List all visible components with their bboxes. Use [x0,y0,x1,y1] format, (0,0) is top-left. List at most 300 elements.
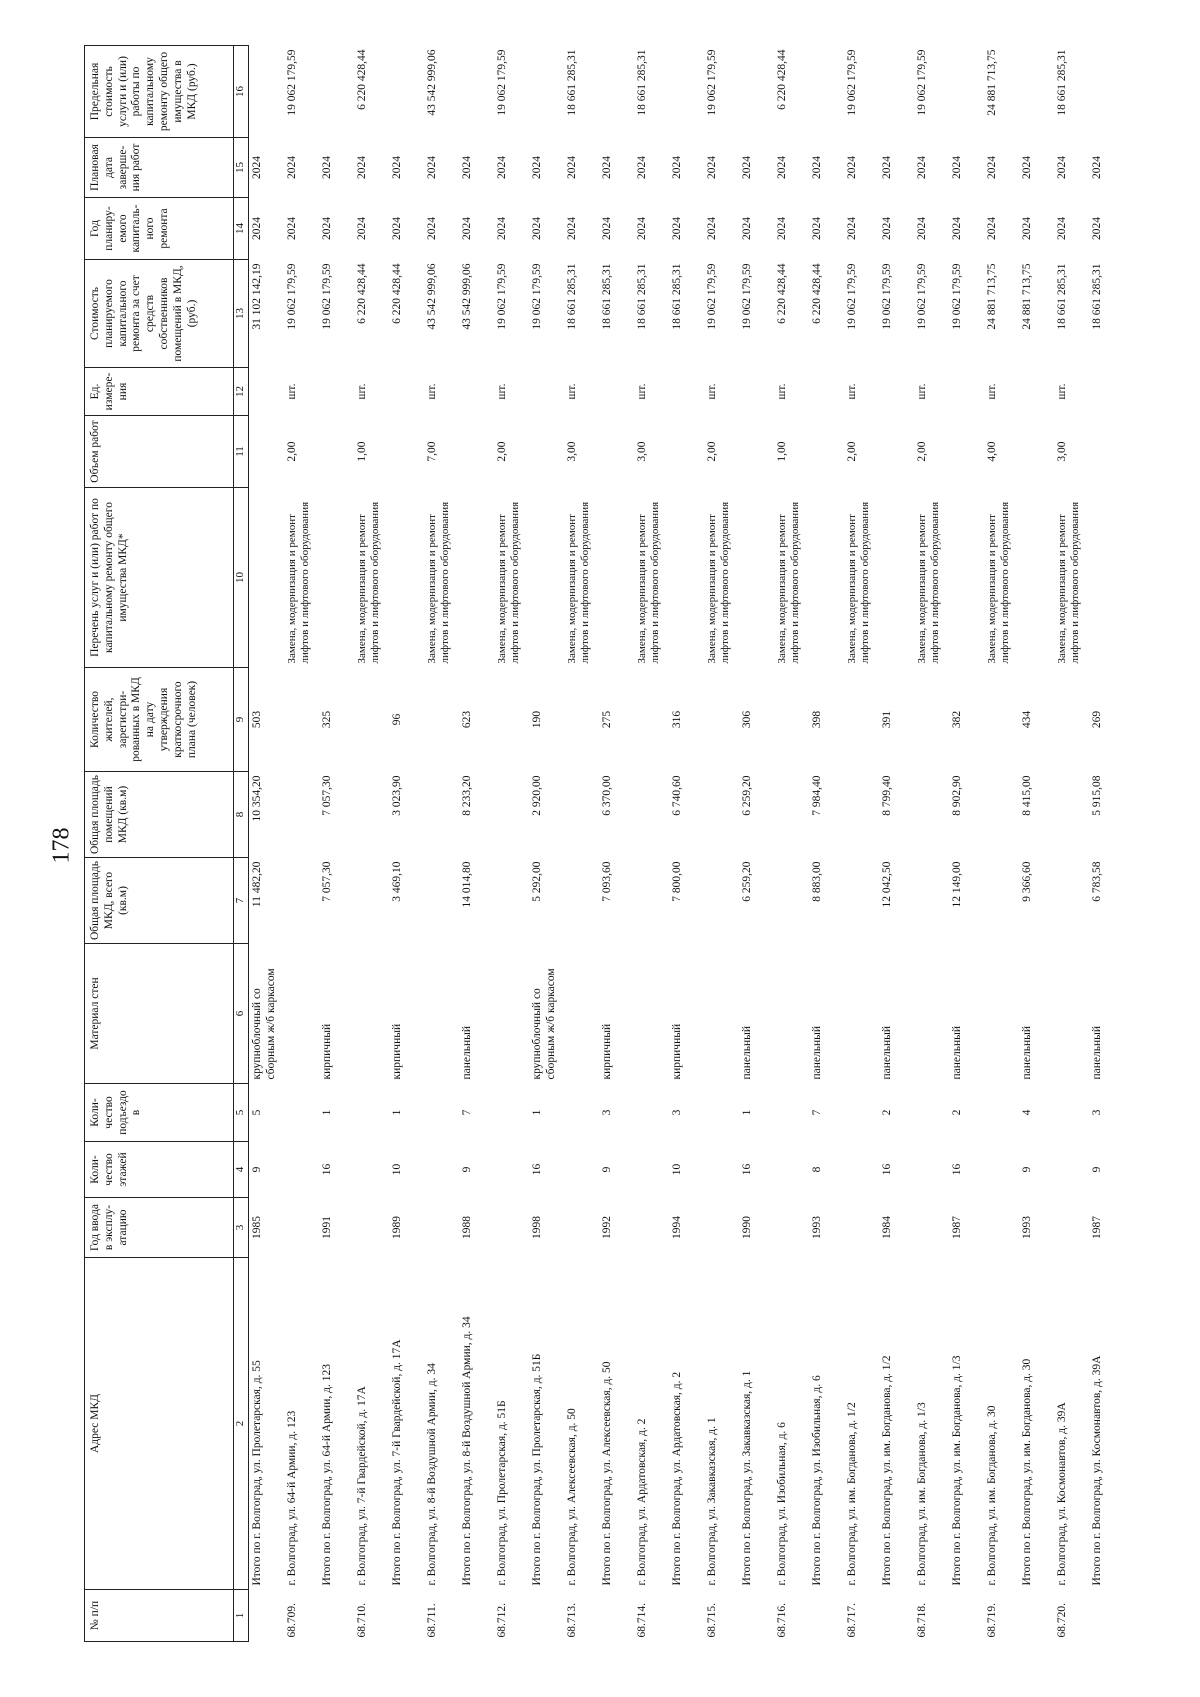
table-cell: 19 062 179,59 [496,263,508,330]
table-cell [564,944,599,1084]
table-row-total [1089,46,1124,1642]
table-cell: шт. [566,383,578,400]
table-cell [249,46,285,138]
table-cell [704,1142,739,1198]
table-cell: 2024 [391,217,403,240]
table-cell [704,1198,739,1258]
table-cell: Итого по г. Волгоград, ул. им. Богданова, д. 30 [1021,1358,1033,1586]
table-cell: 2024 [426,217,438,240]
table-cell: Итого по г. Волгоград, ул. Закавказская, д. 1 [741,1370,753,1586]
table-cell [599,368,634,416]
table-row-total [319,46,354,1642]
table-cell: шт. [286,383,298,400]
table-cell: 2024 [601,217,613,240]
table-cell [634,1142,669,1198]
table-cell: 6 220 428,44 [776,263,788,324]
table-cell: 1 [531,1109,543,1116]
table-cell [1089,416,1124,488]
table-cell [1054,668,1089,772]
table-cell: 2024 [776,217,788,240]
table-cell: шт. [776,383,788,400]
column-number: 2 [234,1258,249,1590]
table-cell [669,46,704,138]
table-cell: 6 783,58 [1091,861,1103,902]
table-cell [284,772,319,858]
table-cell: 68.710. [356,1603,368,1638]
column-header: Год планиру-емого капиталь-ного ремонта [85,198,234,260]
table-cell [459,416,494,488]
table-cell: 68.720. [1056,1603,1068,1638]
table-cell: 3 [1091,1109,1103,1116]
table-cell [704,944,739,1084]
table-cell: 19 062 179,59 [916,263,928,330]
table-cell [914,944,949,1084]
table-cell: 3 [671,1109,683,1116]
column-header: № п/п [85,1590,234,1642]
table-cell [494,1084,529,1142]
column-header: Стоимость планируемого капитального ремонта за счет средств собственников помещений в МКД, (руб.) [85,260,234,368]
table-cell [949,368,984,416]
table-cell [284,944,319,1084]
table-cell [634,1198,669,1258]
table-row-total [459,46,494,1642]
table-cell: 7 800,00 [671,861,683,902]
table-cell: 10 354,20 [251,775,263,822]
table-cell [284,668,319,772]
table-cell: 2024 [566,217,578,240]
table-cell: 2 [951,1109,963,1116]
table-cell: 68.717. [846,1603,858,1638]
table-cell: 5 915,08 [1091,775,1103,816]
table-cell [249,488,285,668]
table-cell: 2 920,00 [531,775,543,816]
table-cell [949,46,984,138]
table-header [85,46,249,1642]
table-cell [984,1084,1019,1142]
table-cell: 1 [741,1109,753,1116]
table-cell: 2024 [706,217,718,240]
table-cell [424,1198,459,1258]
table-cell: 1998 [531,1216,543,1239]
table-cell [774,668,809,772]
table-cell [809,368,844,416]
table-cell: 6 220 428,44 [356,49,368,110]
table-row [284,46,319,1642]
column-header: Общая площадь помещений МКД (кв.м) [85,772,234,858]
table-cell: 2024 [706,156,718,179]
table-cell: шт. [916,383,928,400]
table-row [914,46,949,1642]
table-cell [669,368,704,416]
table-cell [844,1142,879,1198]
table-cell: 8 799,40 [881,775,893,816]
table-cell [984,772,1019,858]
table-cell [1019,488,1054,668]
table-cell: 18 661 285,31 [671,263,683,330]
table-cell: 7 984,40 [811,775,823,816]
table-cell: 24 881 713,75 [1021,263,1033,330]
table-cell: 2024 [916,156,928,179]
table-cell [669,488,704,668]
table-cell [564,858,599,944]
table-cell: Итого по г. Волгоград, ул. Космонавтов, д. 39А [1091,1355,1103,1586]
table-cell: 4 [1021,1109,1033,1116]
table-cell [564,1198,599,1258]
table-cell [354,1142,389,1198]
table-cell: 2024 [461,156,473,179]
table-cell [1089,1590,1124,1642]
table-row-total [739,46,774,1642]
table-cell: 1984 [881,1216,893,1239]
table-cell [739,488,774,668]
table-cell: 2024 [601,156,613,179]
table-cell [984,858,1019,944]
table-cell: кирпичный [391,1023,403,1080]
table-cell: панельный [461,1025,473,1080]
table-cell: шт. [426,383,438,400]
table-cell [739,1590,774,1642]
table-cell: Замена, модернизация и ремонт лифтов и лифтового оборудования [566,501,592,664]
table-cell: 1987 [951,1216,963,1239]
table-cell: 6 220 428,44 [356,263,368,324]
table-cell [774,772,809,858]
table-cell: 3 023,90 [391,775,403,816]
table-cell [879,1590,914,1642]
table-cell: 391 [881,710,893,729]
table-cell: шт. [496,383,508,400]
table-cell [249,1590,285,1642]
table-row-total [249,46,285,1642]
table-cell: панельный [881,1025,893,1080]
table-cell: 18 661 285,31 [636,49,648,116]
table-cell: 1990 [741,1216,753,1239]
table-cell: Замена, модернизация и ремонт лифтов и лифтового оборудования [846,501,872,664]
table-cell: 6 259,20 [741,775,753,816]
table-cell: 1994 [671,1216,683,1239]
table-cell: 2024 [881,217,893,240]
table-cell: 12 149,00 [951,861,963,908]
table-cell [1054,944,1089,1084]
table-cell: 2024 [391,156,403,179]
table-cell: 11 482,20 [251,861,263,908]
table-cell [984,1198,1019,1258]
table-cell [284,1084,319,1142]
column-header: Количество жителей, зарегистри-рованных в МКД на дату утверждения краткосрочного плана (человек) [85,668,234,772]
table-cell: 68.719. [986,1603,998,1638]
table-row [704,46,739,1642]
table-cell [1054,858,1089,944]
table-cell: 1987 [1091,1216,1103,1239]
table-cell: 2024 [531,156,543,179]
table-cell: панельный [741,1025,753,1080]
table-cell: 9 [1021,1166,1033,1173]
table-row-total [599,46,634,1642]
table-cell: 68.718. [916,1603,928,1638]
table-cell [494,668,529,772]
table-cell [774,1142,809,1198]
table-cell: Замена, модернизация и ремонт лифтов и лифтового оборудования [1056,501,1082,664]
table-cell [389,416,424,488]
table-cell [984,668,1019,772]
table-cell: 6 740,60 [671,775,683,816]
table-cell [424,858,459,944]
table-cell: крупноблочный со сборным ж/б каркасом [251,968,277,1080]
table-cell [774,1084,809,1142]
table-cell [1054,1084,1089,1142]
table-cell: 2024 [986,156,998,179]
table-cell [529,1590,564,1642]
table-cell: 3,00 [1056,441,1068,462]
table-cell: Замена, модернизация и ремонт лифтов и лифтового оборудования [916,501,942,664]
table-cell: шт. [1056,383,1068,400]
table-row [354,46,389,1642]
table-cell: 382 [951,710,963,729]
table-cell: 2024 [496,217,508,240]
column-header: Год ввода в эксплу-атацию [85,1198,234,1258]
table-cell [634,772,669,858]
table-cell: 19 062 179,59 [846,49,858,116]
table-cell: г. Волгоград, ул. 7-й Гвардейской, д. 17А [356,1386,368,1586]
table-cell [354,772,389,858]
table-cell: шт. [636,383,648,400]
table-cell [879,368,914,416]
table-row-total [1019,46,1054,1642]
table-cell: 4,00 [986,441,998,462]
table-cell [914,772,949,858]
column-header: Перечень услуг и (или) работ по капитальному ремонту общего имущества МКД* [85,488,234,668]
table-cell: 2024 [1056,217,1068,240]
table-cell [1054,1142,1089,1198]
table-cell [424,668,459,772]
column-header: Коли-чество этажей [85,1142,234,1198]
table-cell: 19 062 179,59 [951,263,963,330]
table-row [1054,46,1089,1642]
table-cell [1019,1590,1054,1642]
table-cell: Замена, модернизация и ремонт лифтов и лифтового оборудования [636,501,662,664]
table-cell [599,488,634,668]
table-cell: 2024 [566,156,578,179]
table-cell: 2024 [1091,217,1103,240]
table-cell [529,368,564,416]
table-cell: 2024 [426,156,438,179]
table-cell: 2,00 [916,441,928,462]
table-cell [914,1084,949,1142]
table-cell: 2024 [636,156,648,179]
table-cell: 2,00 [496,441,508,462]
table-cell [319,1590,354,1642]
table-cell: 8 [811,1166,823,1173]
column-number: 7 [234,858,249,944]
table-cell: 2024 [671,156,683,179]
column-number: 10 [234,488,249,668]
table-cell: 18 661 285,31 [636,263,648,330]
table-cell: 18 661 285,31 [566,263,578,330]
table-cell [634,1084,669,1142]
table-cell: 1985 [251,1216,263,1239]
table-cell: 2024 [321,156,333,179]
table-cell: шт. [706,383,718,400]
table-cell [459,368,494,416]
table-cell: 18 661 285,31 [1091,263,1103,330]
table-cell: г. Волгоград, ул. им. Богданова, д. 1/3 [916,1402,928,1586]
table-cell: г. Волгоград, ул. 64-й Армии, д. 123 [286,1410,298,1586]
table-cell [389,46,424,138]
table-cell: 2024 [671,217,683,240]
table-cell: г. Волгоград, ул. Изобильная, д. 6 [776,1422,788,1586]
table-cell: 68.713. [566,1603,578,1638]
table-cell [319,46,354,138]
table-cell: 18 661 285,31 [601,263,613,330]
table-row-total [389,46,424,1642]
table-cell [354,668,389,772]
column-number: 8 [234,772,249,858]
table-cell: 19 062 179,59 [286,263,298,330]
table-cell: 2024 [321,217,333,240]
table-cell: Итого по г. Волгоград, ул. Пролетарская, д. 55 [251,1360,263,1586]
table-cell [949,416,984,488]
table-cell [389,488,424,668]
table-cell [529,488,564,668]
table-cell: Итого по г. Волгоград, ул. 64-й Армии, д. 123 [321,1364,333,1586]
column-number: 16 [234,46,249,138]
table-cell: 68.712. [496,1603,508,1638]
column-header: Объем работ [85,416,234,488]
table-cell: 2024 [251,217,263,240]
table-cell: 7 057,30 [321,775,333,816]
table-cell: 19 062 179,59 [916,49,928,116]
table-cell: 5 [251,1109,263,1116]
table-cell [284,1142,319,1198]
table-cell [564,772,599,858]
table-cell: 1 [321,1109,333,1116]
table-cell: Замена, модернизация и ремонт лифтов и лифтового оборудования [426,501,452,664]
table-cell: г. Волгоград, ул. Космонавтов, д. 39А [1056,1402,1068,1586]
table-cell: 24 881 713,75 [986,263,998,330]
table-body [249,46,1125,1642]
table-cell: 2024 [636,217,648,240]
table-cell: 8 233,20 [461,775,473,816]
table-cell: 18 661 285,31 [1056,263,1068,330]
table-cell [1054,1198,1089,1258]
table-cell: 19 062 179,59 [531,263,543,330]
table-cell: Замена, модернизация и ремонт лифтов и лифтового оборудования [706,501,732,664]
table-cell: шт. [846,383,858,400]
table-cell: панельный [951,1025,963,1080]
table-cell: 3,00 [566,441,578,462]
table-cell: 2024 [986,217,998,240]
table-cell [599,416,634,488]
column-header: Материал стен [85,944,234,1084]
table-cell [914,858,949,944]
table-cell: кирпичный [601,1023,613,1080]
table-cell [879,46,914,138]
table-cell: 275 [601,710,613,729]
table-cell: 398 [811,710,823,729]
table-cell [704,668,739,772]
table-cell [984,1142,1019,1198]
table-cell [634,944,669,1084]
table-cell: 68.711. [426,1603,438,1638]
table-cell: 434 [1021,710,1033,729]
table-cell: г. Волгоград, ул. Алексеевская, д. 50 [566,1408,578,1586]
table-row-total [949,46,984,1642]
table-cell: 31 102 142,19 [251,263,263,330]
table-cell: 2024 [251,156,263,179]
table-cell [599,46,634,138]
table-cell [354,944,389,1084]
table-cell: г. Волгоград, ул. Закавказская, д. 1 [706,1417,718,1586]
table-cell [809,488,844,668]
table-cell: 2024 [461,217,473,240]
table-cell: 7 093,60 [601,861,613,902]
table-cell [389,1590,424,1642]
table-cell [774,1198,809,1258]
table-cell [669,416,704,488]
table-cell [354,858,389,944]
table-cell: 16 [321,1163,333,1176]
table-cell [774,858,809,944]
table-cell [914,668,949,772]
table-cell: 8 415,00 [1021,775,1033,816]
column-number: 14 [234,198,249,260]
table-cell: 2024 [356,217,368,240]
table-cell: Итого по г. Волгоград, ул. Пролетарская, д. 51Б [531,1353,543,1586]
table-cell: 190 [531,710,543,729]
column-header: Предельная стоимость услуги и (или) работы по капитальному ремонту общего имущества в МКД (руб.) [85,46,234,138]
table-cell: 316 [671,710,683,729]
table-cell: 2024 [846,156,858,179]
table-cell [319,416,354,488]
table-cell: шт. [356,383,368,400]
table-cell: панельный [1021,1025,1033,1080]
table-cell [389,368,424,416]
table-cell: 19 062 179,59 [741,263,753,330]
table-cell [564,1084,599,1142]
table-cell: панельный [1091,1025,1103,1080]
table-cell: кирпичный [671,1023,683,1080]
table-cell: 19 062 179,59 [706,263,718,330]
table-cell [249,368,285,416]
table-cell: 96 [391,713,403,726]
table-cell: 6 220 428,44 [391,263,403,324]
table-cell [459,1590,494,1642]
table-cell: 43 542 999,06 [426,263,438,330]
table-cell: 1988 [461,1216,473,1239]
table-cell: 7 [811,1109,823,1116]
table-cell [494,1198,529,1258]
table-cell: 1,00 [356,441,368,462]
table-cell [424,772,459,858]
table-cell: 19 062 179,59 [286,49,298,116]
table-cell: 1989 [391,1216,403,1239]
table-cell: 7,00 [426,441,438,462]
table-cell: кирпичный [321,1023,333,1080]
table-cell: 2024 [1091,156,1103,179]
table-cell: 2024 [286,217,298,240]
table-cell [354,1084,389,1142]
table-row-total [809,46,844,1642]
table-cell: Замена, модернизация и ремонт лифтов и лифтового оборудования [496,501,522,664]
table-cell: 16 [951,1163,963,1176]
table-cell: 2,00 [286,441,298,462]
table-cell [529,46,564,138]
table-cell: 43 542 999,06 [426,49,438,116]
column-number: 13 [234,260,249,368]
table-cell: 19 062 179,59 [881,263,893,330]
table-cell: 2 [881,1109,893,1116]
table-cell [1019,46,1054,138]
table-row [564,46,599,1642]
